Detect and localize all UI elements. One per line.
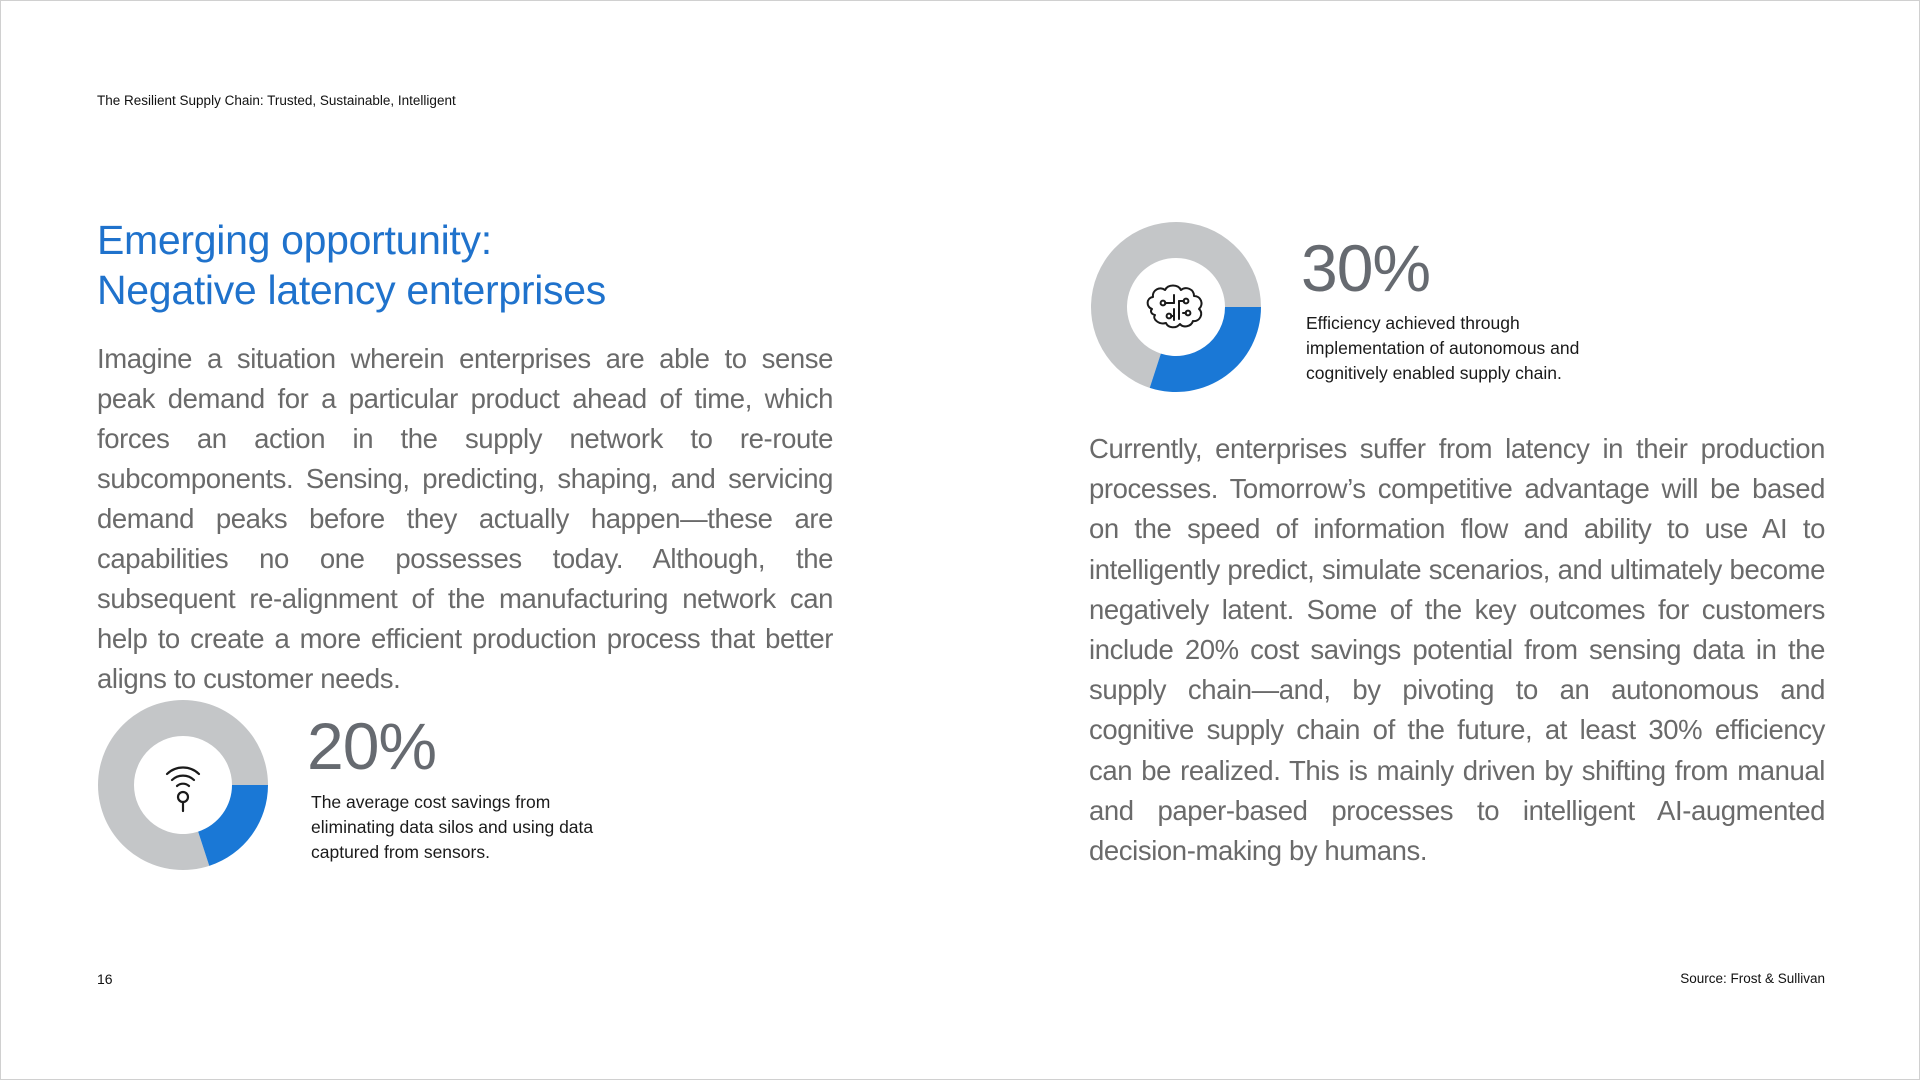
- brain-circuit-icon: [1148, 286, 1202, 328]
- cost-savings-donut: [97, 699, 269, 871]
- section-title-line-1: Emerging opportunity:: [97, 217, 492, 263]
- efficiency-value: 30%: [1301, 231, 1431, 305]
- cost-savings-value: 20%: [307, 709, 437, 783]
- section-title: [97, 215, 606, 315]
- donut-fill: [198, 785, 268, 866]
- cost-savings-description: The average cost savings from eliminating data silos and using data captured from sensors.: [311, 792, 594, 862]
- efficiency-donut-chart: [1090, 221, 1262, 393]
- document-header-title: The Resilient Supply Chain: Trusted, Sustainable, Intelligent: [97, 93, 456, 108]
- wireless-sensor-icon: [167, 768, 199, 811]
- right-body-paragraph: Currently, enterprises suffer from latency in their production processes. Tomorrow’s competitive advantage will be based on the speed of information flow and ability to use AI to intelligently predict, simulate scenarios, and ultimately become negatively latent. Some of the key outcomes for customers include 20% cost savings potential from sensing data in the supply chain—and, by pivoting to an autonomous and cognitive supply chain of the future, at least 30% efficiency can be realized. This is mainly driven by shifting from manual and paper-based processes to intelligent AI-augmented decision-making by humans.: [1089, 433, 1825, 867]
- page-number: 16: [97, 971, 113, 987]
- source-citation: Source: Frost & Sullivan: [1680, 971, 1825, 986]
- left-body-paragraph: Imagine a situation wherein enterprises are able to sense peak demand for a particular product ahead of time, which forces an action in the supply network to re-route subcomponents. Sensing, predicting, shaping, and servicing demand peaks before they actually happen—these are capabilities no one possesses today. Although, the subsequent re-alignment of the manufacturing network can help to create a more efficient production process that better aligns to customer needs.: [97, 343, 833, 694]
- cost-savings-donut-chart: [97, 699, 269, 871]
- donut-fill: [1150, 307, 1261, 392]
- efficiency-donut: [1090, 221, 1262, 393]
- efficiency-description: Efficiency achieved through implementation of autonomous and cognitively enabled supply chain.: [1306, 313, 1580, 383]
- section-title-line-2: Negative latency enterprises: [97, 267, 606, 313]
